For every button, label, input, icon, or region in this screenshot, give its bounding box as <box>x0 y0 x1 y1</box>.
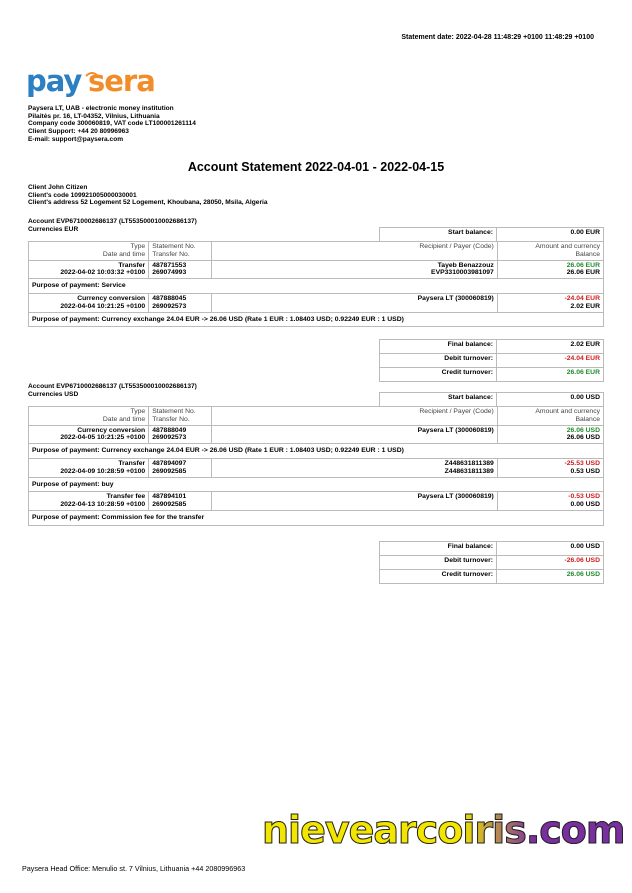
client-name: Client John Citizen <box>28 184 88 191</box>
debit-turnover-value: -26.06 USD <box>497 556 604 570</box>
svg-text:pay: pay <box>26 66 82 98</box>
tx-statement-no: 487894097 <box>152 459 187 467</box>
final-balance-label: Final balance: <box>380 542 497 556</box>
final-balance-value: 2.02 EUR <box>497 340 604 354</box>
tx-statement-no: 487894101 <box>152 493 187 501</box>
credit-turnover-label: Credit turnover: <box>380 368 497 382</box>
account-currency: Currencies EUR <box>28 225 79 233</box>
tx-amount: -0.53 USD <box>568 493 600 501</box>
client-code: Client's code 109921005000030001 <box>28 191 137 199</box>
col-transfer-no: Transfer No. <box>152 415 190 423</box>
credit-turnover-value: 26.06 EUR <box>497 368 604 382</box>
tx-statement-no: 487888049 <box>152 426 187 434</box>
totals-usd <box>379 541 604 584</box>
client-address: Client's address 52 Logement 52 Logement, Khoubana, 28050, Msila, Algeria <box>28 199 268 207</box>
tx-date: 2022-04-09 10:28:59 +0100 <box>60 467 146 475</box>
svg-text:sera: sera <box>88 66 155 98</box>
watermark-text: nievearcoiris.com <box>262 808 625 852</box>
purpose-row <box>29 279 604 294</box>
tx-date: 2022-04-13 10:28:59 +0100 <box>60 501 146 509</box>
tx-recipient: Paysera LT (300060819) <box>417 294 494 302</box>
tx-statement-no: 487871553 <box>152 261 187 269</box>
tx-type: Transfer <box>118 459 146 467</box>
purpose-row <box>29 510 604 525</box>
table-row <box>29 260 604 279</box>
tx-type: Transfer <box>118 261 146 269</box>
tx-amount: -25.53 USD <box>564 459 600 467</box>
final-balance-value: 0.00 USD <box>497 542 604 556</box>
company-line: Paysera LT, UAB - electronic money institution <box>28 105 174 112</box>
tx-recipient: Paysera LT (300060819) <box>417 426 494 434</box>
col-statement-no: Statement No. <box>152 408 196 415</box>
tx-balance: 26.06 USD <box>566 434 600 442</box>
tx-transfer-no: 269092585 <box>152 501 187 509</box>
debit-turnover-label: Debit turnover: <box>380 354 497 368</box>
company-info <box>28 105 196 144</box>
totals-eur <box>379 339 604 382</box>
client-info <box>28 184 268 207</box>
tx-recipient-code: Z448631811389 <box>444 467 494 475</box>
purpose-row <box>29 444 604 459</box>
tx-recipient-code: EVP3310003981097 <box>431 269 494 277</box>
tx-transfer-no: 269092573 <box>152 434 187 442</box>
tx-date: 2022-04-04 10:21:25 +0100 <box>60 302 146 310</box>
tx-recipient: Paysera LT (300060819) <box>417 493 494 501</box>
col-type: Type <box>130 408 146 415</box>
tx-statement-no: 487888045 <box>152 294 187 302</box>
company-line: E-mail: support@paysera.com <box>28 135 124 143</box>
tx-recipient: Z448631811389 <box>444 459 494 467</box>
transactions-table-eur <box>28 241 604 327</box>
tx-balance: 26.06 EUR <box>566 269 600 277</box>
tx-purpose: Purpose of payment: Commission fee for the transfer <box>29 510 604 525</box>
start-balance-eur <box>379 227 604 242</box>
table-row <box>29 492 604 511</box>
credit-turnover-value: 26.06 USD <box>497 570 604 584</box>
start-balance-label: Start balance: <box>380 228 497 242</box>
account-header-eur <box>28 218 197 233</box>
tx-date: 2022-04-02 10:03:32 +0100 <box>60 269 146 277</box>
tx-amount: 26.06 USD <box>566 426 600 434</box>
account-number: Account EVP6710002686137 (LT553500010002686137) <box>28 218 197 225</box>
tx-transfer-no: 269074993 <box>152 269 187 277</box>
tx-balance: 0.53 USD <box>570 467 600 475</box>
tx-recipient: Tayeb Benazzouz <box>437 261 494 269</box>
tx-type: Currency conversion <box>77 294 146 302</box>
tx-purpose: Purpose of payment: Currency exchange 24.04 EUR -> 26.06 USD (Rate 1 EUR : 1.08403 USD; 0.92249 EUR : 1 USD) <box>29 312 604 327</box>
company-line: Pilaitės pr. 16, LT-04352, Vilnius, Lithuania <box>28 112 160 120</box>
col-recipient: Recipient / Payer (Code) <box>212 407 497 426</box>
tx-amount: 26.06 EUR <box>566 261 600 269</box>
tx-transfer-no: 269092585 <box>152 467 187 475</box>
col-transfer-no: Transfer No. <box>152 250 190 258</box>
purpose-row <box>29 477 604 492</box>
start-balance-value: 0.00 EUR <box>497 228 604 242</box>
account-currency: Currencies USD <box>28 390 79 398</box>
start-balance-usd <box>379 392 604 407</box>
tx-purpose: Purpose of payment: Service <box>29 279 604 294</box>
col-date: Date and time <box>102 415 146 423</box>
col-balance: Balance <box>575 250 600 258</box>
table-header <box>29 407 604 426</box>
purpose-row <box>29 312 604 327</box>
account-header-usd <box>28 383 197 398</box>
company-line: Company code 300060819, VAT code LT100001261114 <box>28 120 196 128</box>
debit-turnover-label: Debit turnover: <box>380 556 497 570</box>
tx-purpose: Purpose of payment: buy <box>29 477 604 492</box>
col-amount: Amount and currency <box>535 408 600 415</box>
page-title: Account Statement 2022-04-01 - 2022-04-15 <box>187 160 445 174</box>
col-amount: Amount and currency <box>535 243 600 250</box>
col-type: Type <box>130 243 146 250</box>
company-line: Client Support: +44 20 80996963 <box>28 128 129 136</box>
tx-transfer-no: 269092573 <box>152 302 187 310</box>
col-statement-no: Statement No. <box>152 243 196 250</box>
table-header <box>29 242 604 261</box>
table-row <box>29 458 604 477</box>
statement-date: Statement date: 2022-04-28 11:48:29 +0100 11:48:29 +0100 <box>401 34 594 41</box>
debit-turnover-value: -24.04 EUR <box>497 354 604 368</box>
paysera-logo-icon <box>26 66 176 98</box>
tx-type: Currency conversion <box>77 426 146 434</box>
col-recipient: Recipient / Payer (Code) <box>212 242 497 261</box>
start-balance-label: Start balance: <box>380 393 497 407</box>
tx-date: 2022-04-05 10:21:25 +0100 <box>60 434 146 442</box>
footer: Paysera Head Office: Menulio st. 7 Vilnius, Lithuania +44 2080996963 <box>22 864 246 873</box>
start-balance-value: 0.00 USD <box>497 393 604 407</box>
col-date: Date and time <box>102 250 146 258</box>
watermark <box>262 808 624 852</box>
tx-balance: 2.02 EUR <box>570 302 600 310</box>
tx-purpose: Purpose of payment: Currency exchange 24.04 EUR -> 26.06 USD (Rate 1 EUR : 1.08403 USD; 0.92249 EUR : 1 USD) <box>29 444 604 459</box>
account-number: Account EVP6710002686137 (LT553500010002686137) <box>28 383 197 390</box>
final-balance-label: Final balance: <box>380 340 497 354</box>
col-balance: Balance <box>575 415 600 423</box>
tx-balance: 0.00 USD <box>570 501 600 509</box>
credit-turnover-label: Credit turnover: <box>380 570 497 584</box>
tx-amount: -24.04 EUR <box>564 294 600 302</box>
table-row <box>29 425 604 444</box>
tx-type: Transfer fee <box>106 493 146 501</box>
paysera-logo <box>26 66 176 103</box>
table-row <box>29 293 604 312</box>
transactions-table-usd <box>28 406 604 526</box>
